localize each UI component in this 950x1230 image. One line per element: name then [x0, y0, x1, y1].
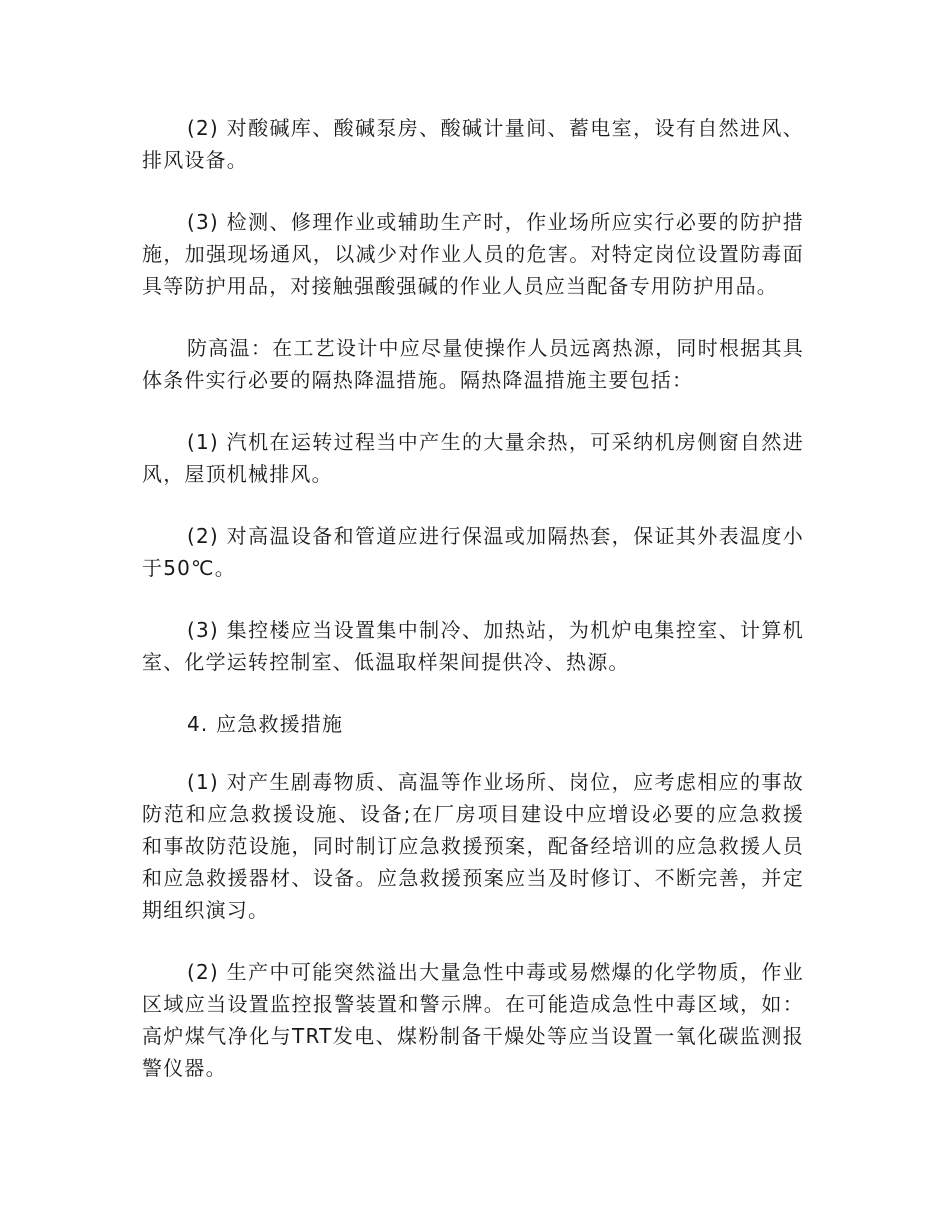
section-heading-emergency-rescue: 4. 应急救援措施 — [187, 712, 344, 736]
paragraph-turbine-ventilation: (1) 汽机在运转过程当中产生的大量余热，可采纳机房侧窗自然进风，屋顶机械排风。 — [142, 430, 804, 486]
paragraph-inspection-protection: (3) 检测、修理作业或辅助生产时，作业场所应实行必要的防护措施，加强现场通风，以减少对作业人员的危害。对特定岗位设置防毒面具等防护用品，对接触强酸强碱的作业人员应当配备专用防护用品。 — [142, 210, 804, 298]
paragraph-emergency-facilities: (1) 对产生剧毒物质、高温等作业场所、岗位，应考虑相应的事故防范和应急救援设施、设备;在厂房项目建设中应增设必要的应急救援和事故防范设施，同时制订应急救援预案，配备经培训的应急救援人员和应急救援器材、设备。应急救援预案应当及时修订、不断完善，并定期组织演习。 — [142, 770, 804, 922]
paragraph-control-building-hvac: (3) 集控楼应当设置集中制冷、加热站，为机炉电集控室、计算机室、化学运转控制室、低温取样架间提供冷、热源。 — [142, 618, 804, 674]
paragraph-acid-alkali-ventilation: (2) 对酸碱库、酸碱泵房、酸碱计量间、蓄电室，设有自然进风、排风设备。 — [142, 116, 804, 172]
paragraph-heat-prevention: 防高温：在工艺设计中应尽量使操作人员远离热源，同时根据其具体条件实行必要的隔热降温措施。隔热降温措施主要包括： — [142, 336, 804, 392]
paragraph-gas-alarm-monitoring: (2) 生产中可能突然溢出大量急性中毒或易燃爆的化学物质，作业区域应当设置监控报警装置和警示牌。在可能造成急性中毒区域，如：高炉煤气净化与TRT发电、煤粉制备干燥处等应当设置一氧化碳监测报警仪器。 — [142, 960, 804, 1080]
document-body — [142, 112, 804, 1114]
paragraph-insulation-temperature: (2) 对高温设备和管道应进行保温或加隔热套，保证其外表温度小于50℃。 — [142, 524, 804, 580]
